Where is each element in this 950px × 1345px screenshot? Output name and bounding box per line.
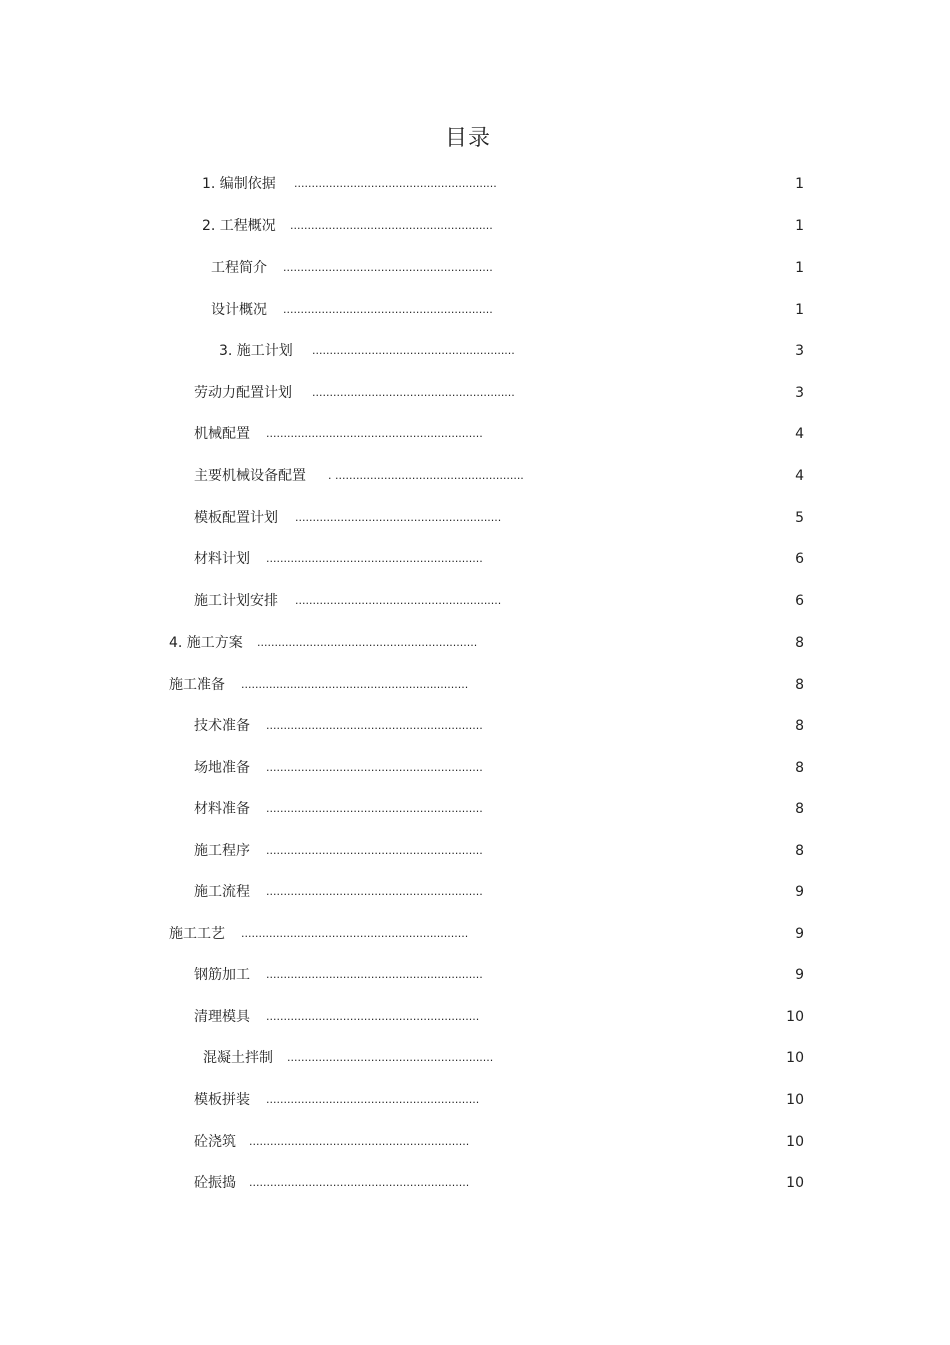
- toc-entry[interactable]: [0, 341, 950, 361]
- toc-entry[interactable]: [0, 1048, 950, 1068]
- toc-entry[interactable]: [0, 466, 950, 486]
- toc-entry-page-number: 8: [795, 843, 804, 859]
- toc-entry-leader-dots: ..............................................................: [266, 719, 483, 732]
- toc-entry-page-number: 9: [795, 884, 804, 900]
- toc-entry-label: 施工工艺: [169, 926, 225, 942]
- toc-entry-page-number: 10: [786, 1134, 804, 1150]
- toc-entry[interactable]: [0, 799, 950, 819]
- toc-entry-label: 模板拼装: [194, 1092, 250, 1108]
- toc-entry-leader-dots: ..........................................................: [294, 177, 497, 190]
- page-title: 目录: [444, 126, 491, 151]
- toc-entry-leader-dots: ..............................................................: [266, 552, 483, 565]
- toc-entry[interactable]: [0, 1007, 950, 1027]
- toc-entry-leader-dots: ..........................................................: [290, 219, 493, 232]
- toc-entry-label: 1. 编制依据: [202, 176, 276, 192]
- toc-entry-page-number: 1: [795, 260, 804, 276]
- toc-entry-label: 清理模具: [194, 1009, 250, 1025]
- toc-entry-label: 砼振捣: [194, 1175, 236, 1191]
- toc-entry-label: 技术准备: [194, 718, 250, 734]
- toc-entry-leader-dots: ..............................................................: [266, 427, 483, 440]
- toc-entry[interactable]: [0, 758, 950, 778]
- toc-entry-label: 钢筋加工: [194, 967, 250, 983]
- toc-entry-label: 材料计划: [194, 551, 250, 567]
- toc-entry-leader-dots: ..............................................................: [266, 761, 483, 774]
- toc-entry[interactable]: [0, 965, 950, 985]
- toc-entry[interactable]: [0, 383, 950, 403]
- toc-entry-label: 材料准备: [194, 801, 250, 817]
- toc-entry-label: 2. 工程概况: [202, 218, 276, 234]
- toc-entry-label: 施工准备: [169, 677, 225, 693]
- toc-entry-label: 设计概况: [211, 302, 267, 318]
- toc-entry-leader-dots: ...............................................................: [249, 1176, 470, 1189]
- toc-entry-label: 场地准备: [194, 760, 250, 776]
- toc-entry[interactable]: [0, 174, 950, 194]
- toc-entry-page-number: 10: [786, 1092, 804, 1108]
- toc-entry-page-number: 3: [795, 343, 804, 359]
- toc-entry-leader-dots: ...............................................................: [257, 636, 478, 649]
- toc-entry-leader-dots: ..........................................................: [312, 386, 515, 399]
- toc-entry-label: 劳动力配置计划: [194, 385, 292, 401]
- toc-entry-leader-dots: ..........................................................: [312, 344, 515, 357]
- toc-entry-page-number: 1: [795, 218, 804, 234]
- toc-entry-page-number: 8: [795, 677, 804, 693]
- toc-entry-page-number: 4: [795, 426, 804, 442]
- toc-entry-leader-dots: ............................................................: [283, 261, 493, 274]
- toc-entry-leader-dots: ..............................................................: [266, 844, 483, 857]
- toc-entry[interactable]: [0, 841, 950, 861]
- toc-entry-leader-dots: ...........................................................: [295, 594, 502, 607]
- toc-entry-page-number: 9: [795, 926, 804, 942]
- toc-entry-label: 4. 施工方案: [169, 635, 243, 651]
- toc-entry[interactable]: [0, 716, 950, 736]
- toc-entry-page-number: 1: [795, 176, 804, 192]
- toc-entry-page-number: 8: [795, 801, 804, 817]
- toc-entry-page-number: 6: [795, 551, 804, 567]
- toc-entry-label: 施工流程: [194, 884, 250, 900]
- toc-entry-page-number: 5: [795, 510, 804, 526]
- toc-entry-label: 施工计划安排: [194, 593, 278, 609]
- toc-entry-page-number: 10: [786, 1050, 804, 1066]
- toc-entry-leader-dots: ..............................................................: [266, 968, 483, 981]
- toc-entry-label: 施工程序: [194, 843, 250, 859]
- toc-entry-label: 混凝土拌制: [203, 1050, 273, 1066]
- toc-entry[interactable]: [0, 508, 950, 528]
- toc-entry-label: 砼浇筑: [194, 1134, 236, 1150]
- toc-entry-page-number: 9: [795, 967, 804, 983]
- toc-entry-leader-dots: ...............................................................: [249, 1135, 470, 1148]
- toc-entry[interactable]: [0, 258, 950, 278]
- toc-entry-leader-dots: .............................................................: [266, 1093, 480, 1106]
- toc-entry[interactable]: [0, 1090, 950, 1110]
- toc-entry-page-number: 8: [795, 760, 804, 776]
- toc-entry-page-number: 6: [795, 593, 804, 609]
- toc-entry[interactable]: [0, 1132, 950, 1152]
- toc-entry[interactable]: [0, 424, 950, 444]
- toc-entry-leader-dots: ...........................................................: [287, 1051, 494, 1064]
- toc-entry[interactable]: [0, 675, 950, 695]
- toc-entry-leader-dots: .................................................................: [241, 678, 469, 691]
- toc-entry-leader-dots: .............................................................: [266, 1010, 480, 1023]
- toc-entry[interactable]: [0, 924, 950, 944]
- toc-entry-page-number: 4: [795, 468, 804, 484]
- toc-entry-label: 主要机械设备配置: [194, 468, 306, 484]
- toc-entry-label: 模板配置计划: [194, 510, 278, 526]
- toc-entry-leader-dots: ............................................................: [283, 303, 493, 316]
- toc-entry[interactable]: [0, 633, 950, 653]
- toc-entry-page-number: 8: [795, 635, 804, 651]
- toc-entry-page-number: 3: [795, 385, 804, 401]
- toc-entry-leader-dots: .................................................................: [241, 927, 469, 940]
- toc-entry[interactable]: [0, 549, 950, 569]
- toc-entry-leader-dots: ..............................................................: [266, 802, 483, 815]
- toc-entry[interactable]: [0, 300, 950, 320]
- toc-entry-leader-dots: ...........................................................: [295, 511, 502, 524]
- toc-entry-label: 工程简介: [211, 260, 267, 276]
- toc-entry-label: 3. 施工计划: [219, 343, 293, 359]
- toc-entry[interactable]: [0, 1173, 950, 1193]
- toc-entry[interactable]: [0, 591, 950, 611]
- toc-entry[interactable]: [0, 882, 950, 902]
- toc-entry-leader-dots: . ......................................................: [328, 469, 524, 482]
- toc-entry-leader-dots: ..............................................................: [266, 885, 483, 898]
- toc-entry[interactable]: [0, 216, 950, 236]
- toc-entry-page-number: 8: [795, 718, 804, 734]
- toc-entry-page-number: 10: [786, 1009, 804, 1025]
- toc-entry-label: 机械配置: [194, 426, 250, 442]
- toc-entry-page-number: 10: [786, 1175, 804, 1191]
- toc-entry-page-number: 1: [795, 302, 804, 318]
